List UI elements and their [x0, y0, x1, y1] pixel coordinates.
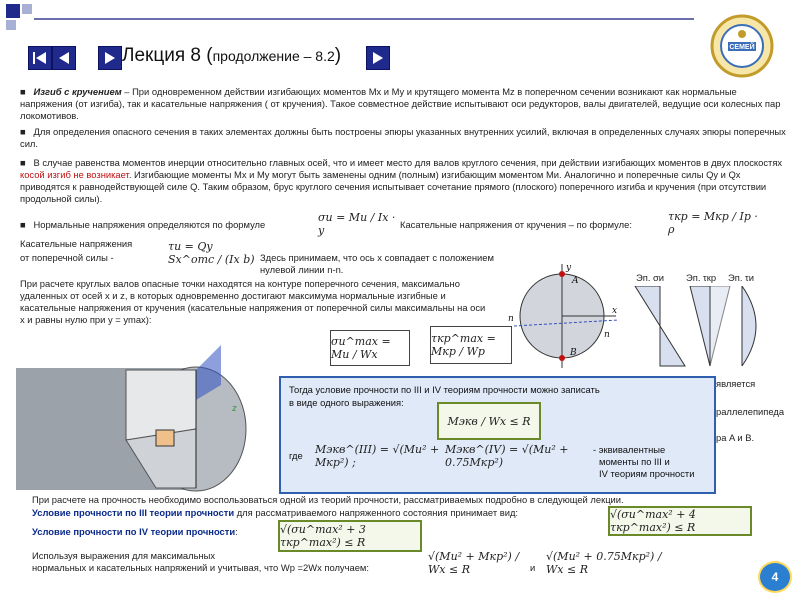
first-slide-button[interactable]: [28, 46, 52, 70]
paragraph-theory-iii: Условие прочности по III теории прочности для рассматриваемого напряженного состояния принимает вид:: [32, 507, 519, 518]
partial-text-2: раллелепипеда: [716, 406, 785, 417]
next-icon-2: [367, 47, 389, 69]
next-icon: [99, 47, 121, 69]
label-shear-stress: Касательные напряжения: [20, 238, 133, 249]
bluebox-note3: IV теориям прочности: [599, 468, 695, 479]
paragraph-strength-theory: При расчете на прочность необходимо воспользоваться одной из теорий прочности, рассматриваемых подробно в следующей лекции.: [32, 494, 624, 505]
paragraph-bending-torsion: ■ Изгиб с кручением – При одновременном действии изгибающих моментов Mx и My и крутящего момента Mz в поперечном сечении возникают как нормальные напряжения (от изгиба), так и касательные напряжения ( от кручения). Такое совместное действие испытывают оси редукторов, валы двигателей, ведущие оси колесных пар локомотивов.: [20, 86, 781, 121]
prev-slide-button[interactable]: [52, 46, 76, 70]
paragraph-theory-iv: Условие прочности по IV теории прочности:: [32, 526, 238, 537]
ep-tau-q-label: Эп. τи: [728, 272, 754, 283]
n-label-left: n: [508, 314, 514, 324]
svg-text:СЕМЕЙ: СЕМЕЙ: [729, 44, 755, 51]
first-icon: [29, 47, 51, 69]
paragraph-torsion-stress: Касательные напряжения от кручения – по формуле:: [400, 219, 632, 230]
university-logo: [710, 14, 774, 78]
header-line: [34, 18, 694, 20]
point-a-label: A: [572, 276, 579, 286]
page-title: Лекция 8 (продолжение – 8.2): [122, 45, 342, 66]
next-slide-button-2[interactable]: [366, 46, 390, 70]
point-b-label: B: [570, 348, 577, 358]
axis-x-label: x: [612, 306, 618, 316]
and-word: и: [530, 562, 536, 573]
next-slide-button[interactable]: [98, 46, 122, 70]
formula-equivalent: Mэкв / Wx ≤ R: [437, 402, 541, 440]
formula-theory-iii: √(σи^max² + 4 τкр^max²) ≤ R: [608, 506, 752, 536]
page-number-badge: 4: [758, 561, 792, 593]
bluebox-gde: где: [289, 450, 303, 461]
formula-final-iii: √(Mи² + Mкр²) / Wx ≤ R: [428, 544, 524, 582]
partial-text-1: является: [716, 378, 756, 389]
decor-square-2: [22, 4, 32, 14]
n-label-right: n: [604, 330, 610, 340]
note-axis-x: Здесь принимаем, что ось x совпадает с положением нулевой линии n-n.: [260, 252, 494, 275]
bluebox-note1: - эквивалентные: [593, 444, 666, 455]
formula-theory-iv: √(σи^max² + 3 τкр^max²) ≤ R: [278, 520, 422, 552]
paragraph-normal-stress: ■ Нормальные напряжения определяются по формуле: [20, 219, 266, 230]
shaft-drawing: [16, 340, 278, 492]
ep-sigma-label: Эп. σи: [636, 272, 665, 283]
formula-tau-kr: τкр = Mкр / Ip · ρ: [668, 210, 758, 236]
paragraph-inertia: ■ В случае равенства моментов инерции относительно главных осей, что и имеет место для валов круглого сечения, при действии изгибающих моментов в двух плоскостях косой изгиб не возникает. Изгибающие моменты Mx и My могут быть заменены одним (полным) изгибающим моментом Mи. Аналогично и поперечные силы Qy и Qx приводятся к равнодействующей силе Q. Таким образом, брус круглого сечения испытывает сочетание прямого (плоского) поперечного изгиба и кручения (при отсутствии продольной силы).: [20, 157, 783, 204]
paragraph-using-expressions-2: нормальных и касательных напряжений и учитывая, что Wp =2Wx получаем:: [32, 562, 369, 573]
ep-tau-kr-label: Эп. τкр: [686, 272, 717, 283]
formula-tau-q: τи = Qy Sx^отс / (Ix b): [168, 236, 258, 270]
shaft-z-label: z: [232, 404, 237, 414]
decor-square-3: [6, 20, 16, 30]
prev-icon: [53, 47, 75, 69]
bluebox-note2: моменты по III и: [599, 456, 670, 467]
label-shear-force: от поперечной силы -: [20, 252, 114, 263]
formula-sigma-max: σи^max = Mи / Wx: [330, 330, 410, 366]
paragraph-dangerous-points: При расчете круглых валов опасные точки находятся на контуре поперечного сечения, максимально удаленных от осей x и z, в которых одновременно достигают максимума нормальные изгибные и касательные напряжения от кручения (касательные напряжения от поперечной силы максимальны на оси x и равны нулю при y = ymax):: [20, 278, 486, 325]
formula-tau-max: τкр^max = Mкр / Wp: [430, 326, 512, 364]
formula-sigma: σи = Mи / Ix · y: [318, 211, 396, 237]
bluebox-line2: в виде одного выражения:: [289, 397, 404, 408]
equivalent-moment-box: [279, 376, 716, 494]
bluebox-line1: Тогда условие прочности по III и IV теориям прочности можно записать: [289, 384, 600, 395]
axis-y-label: y: [566, 263, 572, 273]
formula-meq-iii: Mэкв^(III) = √(Mи² + Mкр²) ;: [315, 443, 440, 469]
decor-square-1: [6, 4, 20, 18]
stress-diagrams: [630, 286, 770, 368]
formula-meq-iv: Mэкв^(IV) = √(Mи² + 0.75Mкр²): [445, 443, 569, 469]
paragraph-dangerous-section: ■ Для определения опасного сечения в таких элементах должны быть построены эпюры указанных внутренних усилий, включая в определенных случаях эпюры поперечных сил.: [20, 126, 786, 149]
partial-text-3: ра A и B.: [716, 432, 755, 443]
paragraph-using-expressions-1: Используя выражения для максимальных: [32, 550, 216, 561]
formula-final-iv: √(Mи² + 0.75Mкр²) / Wx ≤ R: [546, 544, 666, 582]
cross-section-diagram: [500, 260, 630, 370]
